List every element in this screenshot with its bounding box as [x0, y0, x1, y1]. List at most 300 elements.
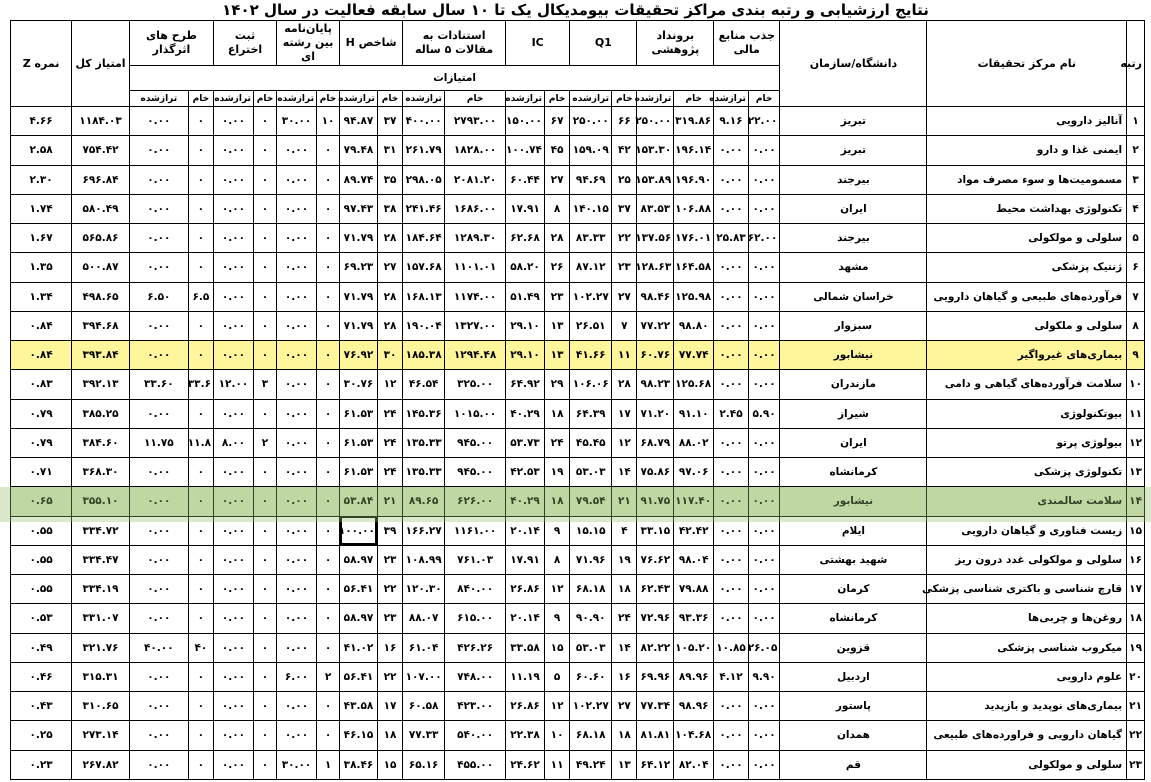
table-row	[11, 692, 1145, 721]
q1-w-cell: ۴۵.۴۵	[570, 428, 612, 457]
center-name-cell: سلولی و مولکولی	[927, 750, 1127, 780]
rf-w-cell: ۷۱.۲۰	[637, 399, 674, 428]
ic-raw-cell: ۹	[544, 516, 569, 545]
pat-raw-cell: ۰	[253, 399, 276, 428]
total-score-cell: ۴۹۸.۶۵	[72, 282, 130, 311]
center-name-cell: سلولی و مولکولی غدد درون ریز	[927, 545, 1127, 574]
center-name-cell: ایمنی غذا و دارو	[927, 136, 1127, 165]
h-w-cell: ۷۱.۷۹	[340, 282, 378, 311]
university-cell: سبزوار	[780, 311, 927, 340]
rf-w-cell: ۸۲.۲۲	[637, 633, 674, 662]
fund-w-cell: ۰.۰۰	[714, 575, 749, 604]
imp-w-cell: ۴۰.۰۰	[129, 633, 188, 662]
ranking-table	[10, 20, 1145, 780]
fund-raw-cell: ۲۲.۰۰	[748, 107, 780, 136]
pat-w-cell: ۰.۰۰	[213, 575, 253, 604]
rf-w-cell: ۶۲.۴۳	[637, 575, 674, 604]
h-raw-cell: ۳۸	[377, 194, 402, 223]
rf-raw-cell: ۱۲۵.۶۸	[674, 370, 714, 399]
fund-w-cell: ۰.۰۰	[714, 750, 749, 780]
th-w-cell: ۰.۰۰	[277, 575, 317, 604]
rf-raw-cell: ۱۰۶.۸۸	[674, 194, 714, 223]
rank-cell: ۱۲	[1127, 428, 1145, 457]
rf-w-cell: ۸۳.۵۳	[637, 194, 674, 223]
q1-w-cell: ۲۵۰.۰۰	[570, 107, 612, 136]
q1-raw-cell: ۲۱	[612, 487, 637, 516]
th-w-cell: ۶.۰۰	[277, 662, 317, 691]
th-w-cell: ۰.۰۰	[277, 370, 317, 399]
rf-raw-cell: ۸۸.۰۲	[674, 428, 714, 457]
university-cell: اردبیل	[780, 662, 927, 691]
subheader-weighted: ترازشده	[277, 91, 317, 107]
ic-raw-cell: ۵	[544, 662, 569, 691]
university-cell: پاستور	[780, 692, 927, 721]
q1-w-cell: ۷۱.۹۶	[570, 545, 612, 574]
fund-w-cell: ۰.۰۰	[714, 165, 749, 194]
subheader-weighted: ترازشده	[340, 91, 378, 107]
ic-raw-cell: ۱۳	[544, 341, 569, 370]
university-cell: بیرجند	[780, 224, 927, 253]
q1-raw-cell: ۲۳	[612, 253, 637, 282]
rf-raw-cell: ۱۰۵.۲۰	[674, 633, 714, 662]
total-score-cell: ۳۹۴.۶۸	[72, 311, 130, 340]
th-w-cell: ۰.۰۰	[277, 458, 317, 487]
ic-w-cell: ۲۶.۸۶	[506, 575, 545, 604]
table-row	[11, 662, 1145, 691]
th-w-cell: ۰.۰۰	[277, 516, 317, 545]
subheader-weighted: ترازشده	[714, 91, 749, 107]
pat-w-cell: ۰.۰۰	[213, 487, 253, 516]
ic-raw-cell: ۱۲	[544, 692, 569, 721]
fund-raw-cell: ۲۶.۰۵	[748, 633, 780, 662]
th-raw-cell: ۰	[316, 604, 339, 633]
imp-w-cell: ۰.۰۰	[129, 458, 188, 487]
rf-raw-cell: ۷۷.۷۴	[674, 341, 714, 370]
imp-raw-cell: ۰	[188, 487, 213, 516]
q1-raw-cell: ۲۷	[612, 692, 637, 721]
total-score-cell: ۳۳۱.۰۷	[72, 604, 130, 633]
th-w-cell: ۰.۰۰	[277, 253, 317, 282]
total-score-cell: ۳۸۵.۲۵	[72, 399, 130, 428]
th-w-cell: ۰.۰۰	[277, 721, 317, 750]
ic-raw-cell: ۱۲	[544, 575, 569, 604]
rf-raw-cell: ۹۳.۳۶	[674, 604, 714, 633]
z-score-cell: ۰.۴۹	[11, 633, 72, 662]
rf-raw-cell: ۹۱.۱۰	[674, 399, 714, 428]
table-row	[11, 575, 1145, 604]
pat-raw-cell: ۰	[253, 633, 276, 662]
h-raw-cell: ۲۷	[377, 253, 402, 282]
fund-raw-cell: ۰.۰۰	[748, 750, 780, 780]
total-score-cell: ۱۱۸۴.۰۳	[72, 107, 130, 136]
university-cell: نیشابور	[780, 341, 927, 370]
th-raw-cell: ۰	[316, 399, 339, 428]
th-w-cell: ۰.۰۰	[277, 604, 317, 633]
pat-raw-cell: ۰	[253, 136, 276, 165]
h-w-cell: ۴۳.۵۸	[340, 692, 378, 721]
total-score-cell: ۳۱۰.۶۵	[72, 692, 130, 721]
imp-raw-cell: ۰	[188, 194, 213, 223]
fund-w-cell: ۰.۰۰	[714, 136, 749, 165]
q1-w-cell: ۶۸.۱۸	[570, 721, 612, 750]
h-w-cell: ۳۸.۴۶	[340, 750, 378, 780]
imp-raw-cell: ۰	[188, 341, 213, 370]
cit-raw-cell: ۲۷۹۳.۰۰	[445, 107, 506, 136]
h-raw-cell: ۲۴	[377, 428, 402, 457]
pat-raw-cell: ۰	[253, 662, 276, 691]
imp-raw-cell: ۰	[188, 136, 213, 165]
imp-w-cell: ۰.۰۰	[129, 662, 188, 691]
h-raw-cell: ۲۴	[377, 458, 402, 487]
page-title: نتایج ارزشیابی و رتبه بندی مراکز تحقیقات بیومدیکال یک تا ۱۰ سال سابقه فعالیت در سال ۱۴۰۲	[222, 1, 929, 19]
rf-raw-cell: ۴۲.۴۲	[674, 516, 714, 545]
imp-w-cell: ۰.۰۰	[129, 750, 188, 780]
rank-cell: ۱۹	[1127, 633, 1145, 662]
header-citations: استنادات به مقالات ۵ ساله	[403, 21, 506, 66]
rf-w-cell: ۱۲۸.۶۳	[637, 253, 674, 282]
ic-raw-cell: ۱۳	[544, 311, 569, 340]
fund-w-cell: ۰.۰۰	[714, 545, 749, 574]
z-score-cell: ۰.۲۵	[11, 721, 72, 750]
cit-raw-cell: ۶۱۵.۰۰	[445, 604, 506, 633]
university-cell: شیراز	[780, 399, 927, 428]
subheader-weighted: ترازشده	[403, 91, 445, 107]
table-row	[11, 370, 1145, 399]
cit-w-cell: ۱۳۵.۳۳	[403, 458, 445, 487]
imp-raw-cell: ۰	[188, 604, 213, 633]
header-research-output: برونداد پژوهشی	[637, 21, 714, 66]
cit-raw-cell: ۱۶۸۶.۰۰	[445, 194, 506, 223]
z-score-cell: ۰.۶۵	[11, 487, 72, 516]
university-cell: ایران	[780, 194, 927, 223]
h-w-cell: ۶۱.۵۳	[340, 428, 378, 457]
th-raw-cell: ۰	[316, 633, 339, 662]
rf-raw-cell: ۳۱۹.۸۶	[674, 107, 714, 136]
rf-w-cell: ۷۷.۲۲	[637, 311, 674, 340]
h-w-cell: ۶۹.۲۳	[340, 253, 378, 282]
h-w-cell: ۳۰.۷۶	[340, 370, 378, 399]
rf-w-cell: ۶۸.۷۹	[637, 428, 674, 457]
z-score-cell: ۰.۸۴	[11, 311, 72, 340]
cit-w-cell: ۶۱.۰۴	[403, 633, 445, 662]
th-raw-cell: ۰	[316, 516, 339, 545]
th-raw-cell: ۰	[316, 224, 339, 253]
h-w-cell: ۷۹.۴۸	[340, 136, 378, 165]
ic-w-cell: ۵۸.۲۰	[506, 253, 545, 282]
imp-raw-cell: ۰	[188, 165, 213, 194]
cit-raw-cell: ۹۴۵.۰۰	[445, 458, 506, 487]
h-raw-cell: ۱۲	[377, 370, 402, 399]
ic-w-cell: ۶۰.۴۴	[506, 165, 545, 194]
fund-w-cell: ۰.۰۰	[714, 458, 749, 487]
pat-raw-cell: ۰	[253, 282, 276, 311]
cit-raw-cell: ۱۲۹۴.۴۸	[445, 341, 506, 370]
imp-w-cell: ۱۱.۷۵	[129, 428, 188, 457]
subheader-raw: خام	[188, 91, 213, 107]
cit-w-cell: ۲۹۸.۰۵	[403, 165, 445, 194]
rf-w-cell: ۲۵۰.۰۰	[637, 107, 674, 136]
z-score-cell: ۰.۷۹	[11, 428, 72, 457]
rf-w-cell: ۹۱.۷۵	[637, 487, 674, 516]
pat-raw-cell: ۰	[253, 575, 276, 604]
h-w-cell: ۵۸.۹۷	[340, 545, 378, 574]
cit-w-cell: ۴۶.۵۴	[403, 370, 445, 399]
ic-raw-cell: ۱۸	[544, 399, 569, 428]
cit-w-cell: ۶۰.۵۸	[403, 692, 445, 721]
q1-w-cell: ۵۳.۰۳	[570, 458, 612, 487]
imp-raw-cell: ۰	[188, 750, 213, 780]
q1-raw-cell: ۱۶	[612, 662, 637, 691]
subheader-raw: خام	[377, 91, 402, 107]
center-name-cell: تکنولوژی پزشکی	[927, 458, 1127, 487]
ic-w-cell: ۱۰۰.۷۴	[506, 136, 545, 165]
z-score-cell: ۴.۶۶	[11, 107, 72, 136]
pat-w-cell: ۰.۰۰	[213, 750, 253, 780]
rank-cell: ۱۱	[1127, 399, 1145, 428]
rank-cell: ۴	[1127, 194, 1145, 223]
ic-w-cell: ۲۰.۱۴	[506, 604, 545, 633]
rank-cell: ۱۷	[1127, 575, 1145, 604]
q1-raw-cell: ۲۵	[612, 165, 637, 194]
pat-raw-cell: ۰	[253, 253, 276, 282]
q1-w-cell: ۶۸.۱۸	[570, 575, 612, 604]
h-raw-cell: ۲۱	[377, 487, 402, 516]
total-score-cell: ۶۹۶.۸۴	[72, 165, 130, 194]
rank-cell: ۲۰	[1127, 662, 1145, 691]
q1-w-cell: ۹۴.۶۹	[570, 165, 612, 194]
rf-w-cell: ۸۱.۸۱	[637, 721, 674, 750]
q1-raw-cell: ۱۴	[612, 458, 637, 487]
fund-w-cell: ۰.۰۰	[714, 282, 749, 311]
header-funding: جذب منابع مالی	[714, 21, 780, 66]
center-name-cell: ژنتیک پزشکی	[927, 253, 1127, 282]
imp-raw-cell: ۱۱.۸	[188, 428, 213, 457]
rf-raw-cell: ۹۸.۸۰	[674, 311, 714, 340]
cit-raw-cell: ۵۴۰.۰۰	[445, 721, 506, 750]
total-score-cell: ۵۰۰.۸۷	[72, 253, 130, 282]
rf-w-cell: ۱۵۳.۳۰	[637, 136, 674, 165]
ic-raw-cell: ۸	[544, 545, 569, 574]
z-score-cell: ۱.۶۷	[11, 224, 72, 253]
th-w-cell: ۰.۰۰	[277, 282, 317, 311]
th-w-cell: ۰.۰۰	[277, 633, 317, 662]
ic-raw-cell: ۲۶	[544, 253, 569, 282]
q1-w-cell: ۱۰۶.۰۶	[570, 370, 612, 399]
q1-w-cell: ۸۳.۳۳	[570, 224, 612, 253]
imp-w-cell: ۰.۰۰	[129, 253, 188, 282]
q1-w-cell: ۴۱.۶۶	[570, 341, 612, 370]
z-score-cell: ۰.۷۱	[11, 458, 72, 487]
pat-raw-cell: ۰	[253, 604, 276, 633]
imp-raw-cell: ۰	[188, 692, 213, 721]
h-raw-cell: ۱۶	[377, 633, 402, 662]
rf-raw-cell: ۹۸.۰۴	[674, 545, 714, 574]
pat-w-cell: ۰.۰۰	[213, 458, 253, 487]
imp-raw-cell: ۴۰	[188, 633, 213, 662]
cit-w-cell: ۴۰۰.۰۰	[403, 107, 445, 136]
q1-w-cell: ۸۷.۱۲	[570, 253, 612, 282]
rf-w-cell: ۶۴.۱۲	[637, 750, 674, 780]
pat-raw-cell: ۰	[253, 692, 276, 721]
pat-w-cell: ۰.۰۰	[213, 136, 253, 165]
rf-w-cell: ۹۸.۲۳	[637, 370, 674, 399]
q1-w-cell: ۱۵.۱۵	[570, 516, 612, 545]
university-cell: همدان	[780, 721, 927, 750]
h-raw-cell: ۱۸	[377, 721, 402, 750]
total-score-cell: ۳۹۳.۸۴	[72, 341, 130, 370]
th-raw-cell: ۲	[316, 662, 339, 691]
cit-raw-cell: ۷۶۱.۰۳	[445, 545, 506, 574]
pat-raw-cell: ۰	[253, 341, 276, 370]
th-w-cell: ۰.۰۰	[277, 692, 317, 721]
header-rank: رتبه	[1127, 21, 1145, 107]
fund-raw-cell: ۵.۹۰	[748, 399, 780, 428]
ic-raw-cell: ۹	[544, 604, 569, 633]
ic-raw-cell: ۲۹	[544, 370, 569, 399]
ic-w-cell: ۲۰.۱۴	[506, 516, 545, 545]
pat-w-cell: ۰.۰۰	[213, 224, 253, 253]
center-name-cell: تکنولوژی بهداشت محیط	[927, 194, 1127, 223]
h-w-cell: ۵۶.۴۱	[340, 575, 378, 604]
ic-raw-cell: ۲۴	[544, 428, 569, 457]
imp-raw-cell: ۰	[188, 458, 213, 487]
subheader-raw: خام	[445, 91, 506, 107]
z-score-cell: ۱.۳۵	[11, 253, 72, 282]
ic-raw-cell: ۶۷	[544, 107, 569, 136]
th-raw-cell: ۰	[316, 370, 339, 399]
rf-raw-cell: ۱۹۶.۱۴	[674, 136, 714, 165]
center-name-cell: مسمومیت‌ها و سوء مصرف مواد	[927, 165, 1127, 194]
center-name-cell: سلولی و مولکولی	[927, 224, 1127, 253]
h-raw-cell: ۱۵	[377, 750, 402, 780]
ic-w-cell: ۴۰.۲۹	[506, 399, 545, 428]
center-name-cell: سلامت فرآورده‌های گیاهی و دامی	[927, 370, 1127, 399]
pat-w-cell: ۰.۰۰	[213, 399, 253, 428]
q1-raw-cell: ۲۲	[612, 224, 637, 253]
imp-raw-cell: ۰	[188, 662, 213, 691]
th-w-cell: ۰.۰۰	[277, 487, 317, 516]
th-raw-cell: ۰	[316, 282, 339, 311]
fund-raw-cell: ۰.۰۰	[748, 136, 780, 165]
table-row	[11, 545, 1145, 574]
q1-raw-cell: ۴	[612, 516, 637, 545]
center-name-cell: قارچ شناسی و باکتری شناسی پزشکی	[927, 575, 1127, 604]
z-score-cell: ۰.۴۶	[11, 662, 72, 691]
q1-w-cell: ۱۰۲.۲۷	[570, 282, 612, 311]
fund-w-cell: ۰.۰۰	[714, 370, 749, 399]
q1-raw-cell: ۱۸	[612, 575, 637, 604]
table-row	[11, 633, 1145, 662]
pat-w-cell: ۰.۰۰	[213, 194, 253, 223]
rank-cell: ۱۴	[1127, 487, 1145, 516]
th-w-cell: ۰.۰۰	[277, 165, 317, 194]
total-score-cell: ۷۵۴.۴۲	[72, 136, 130, 165]
total-score-cell: ۲۷۳.۱۴	[72, 721, 130, 750]
imp-w-cell: ۰.۰۰	[129, 487, 188, 516]
university-cell: ایران	[780, 428, 927, 457]
rank-cell: ۸	[1127, 311, 1145, 340]
imp-raw-cell: ۰	[188, 311, 213, 340]
rf-w-cell: ۶۹.۹۶	[637, 662, 674, 691]
center-name-cell: فرآورده‌های طبیعی و گیاهان دارویی	[927, 282, 1127, 311]
z-score-cell: ۰.۸۴	[11, 341, 72, 370]
ic-w-cell: ۲۹.۱۰	[506, 341, 545, 370]
university-cell: قم	[780, 750, 927, 780]
q1-w-cell: ۱۰۲.۲۷	[570, 692, 612, 721]
th-raw-cell: ۰	[316, 545, 339, 574]
cit-raw-cell: ۷۴۸.۰۰	[445, 662, 506, 691]
total-score-cell: ۵۶۵.۸۶	[72, 224, 130, 253]
h-w-cell: ۹۷.۴۳	[340, 194, 378, 223]
fund-w-cell: ۲۵.۸۳	[714, 224, 749, 253]
ic-raw-cell: ۱۰	[544, 721, 569, 750]
imp-raw-cell: ۳۳.۶	[188, 370, 213, 399]
ic-w-cell: ۵۳.۷۳	[506, 428, 545, 457]
fund-raw-cell: ۰.۰۰	[748, 370, 780, 399]
rank-cell: ۱	[1127, 107, 1145, 136]
q1-w-cell: ۲۶.۵۱	[570, 311, 612, 340]
subheader-raw: خام	[748, 91, 780, 107]
subheader-raw: خام	[674, 91, 714, 107]
pat-w-cell: ۰.۰۰	[213, 721, 253, 750]
imp-w-cell: ۰.۰۰	[129, 399, 188, 428]
rf-raw-cell: ۷۹.۸۸	[674, 575, 714, 604]
fund-w-cell: ۰.۰۰	[714, 692, 749, 721]
center-name-cell: بیولوژی پرتو	[927, 428, 1127, 457]
rank-cell: ۲۳	[1127, 750, 1145, 780]
q1-w-cell: ۱۵۹.۰۹	[570, 136, 612, 165]
q1-raw-cell: ۱۳	[612, 750, 637, 780]
ic-w-cell: ۲۶.۸۶	[506, 692, 545, 721]
cit-w-cell: ۱۶۸.۱۳	[403, 282, 445, 311]
table-row	[11, 224, 1145, 253]
th-raw-cell: ۰	[316, 311, 339, 340]
center-name-cell: روغن‌ها و چربی‌ها	[927, 604, 1127, 633]
header-ic: IC	[506, 21, 570, 66]
subheader-weighted: ترازشده	[506, 91, 545, 107]
table-body	[11, 107, 1145, 780]
university-cell: شهید بهشتی	[780, 545, 927, 574]
ic-raw-cell: ۱۱	[544, 750, 569, 780]
fund-w-cell: ۰.۰۰	[714, 311, 749, 340]
rank-cell: ۵	[1127, 224, 1145, 253]
th-w-cell: ۰.۰۰	[277, 224, 317, 253]
pat-raw-cell: ۰	[253, 311, 276, 340]
h-raw-cell: ۲۸	[377, 282, 402, 311]
pat-raw-cell: ۰	[253, 194, 276, 223]
rf-w-cell: ۷۲.۹۶	[637, 604, 674, 633]
imp-w-cell: ۰.۰۰	[129, 604, 188, 633]
total-score-cell: ۵۸۰.۴۹	[72, 194, 130, 223]
th-raw-cell: ۰	[316, 487, 339, 516]
q1-w-cell: ۷۹.۵۴	[570, 487, 612, 516]
center-name-cell: زیست فناوری و گیاهان دارویی	[927, 516, 1127, 545]
cit-raw-cell: ۱۰۱۵.۰۰	[445, 399, 506, 428]
total-score-cell: ۳۸۴.۶۰	[72, 428, 130, 457]
subheader-weighted: ترازشده	[213, 91, 253, 107]
cit-w-cell: ۱۶۶.۲۷	[403, 516, 445, 545]
cit-w-cell: ۱۸۵.۳۸	[403, 341, 445, 370]
rf-raw-cell: ۱۹۶.۹۰	[674, 165, 714, 194]
ic-w-cell: ۵۱.۴۹	[506, 282, 545, 311]
th-raw-cell: ۰	[316, 458, 339, 487]
ic-w-cell: ۲۲.۳۸	[506, 721, 545, 750]
cit-raw-cell: ۱۲۸۹.۳۰	[445, 224, 506, 253]
ic-w-cell: ۶۲.۶۸	[506, 224, 545, 253]
header-impact-project: طرح های اثرگذار	[129, 21, 213, 66]
header-university: دانشگاه/سازمان	[780, 21, 927, 107]
ic-w-cell: ۱۷.۹۱	[506, 194, 545, 223]
